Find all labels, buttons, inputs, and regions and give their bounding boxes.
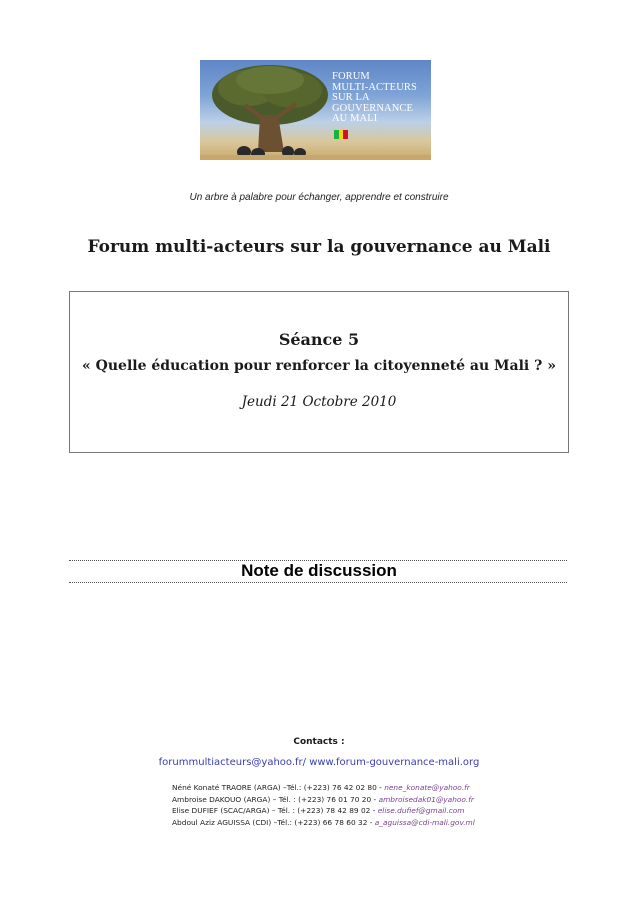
contact-email[interactable]: ambroisedak01@yahoo.fr (378, 794, 474, 804)
note-title: Note de discussion (241, 561, 397, 580)
page-title: Forum multi-acteurs sur la gouvernance au Mali (87, 237, 551, 257)
contact-item: Elise DUFIEF (SCAC/ARGA) – Tél. : (+223) 78 42 89 02 - elise.dufief@gmail.com (172, 806, 465, 815)
contacts-links[interactable]: forummultiacteurs@yahoo.fr/ www.forum-gouvernance-mali.org (158, 757, 480, 768)
contact-email[interactable]: nene_konate@yahoo.fr (384, 783, 470, 792)
contact-item: Abdoul Aziz AGUISSA (CDI) –Tél.: (+223) 66 78 60 32 - a_aguissa@cdi-mali.gov.ml (172, 817, 475, 827)
contact-item: Ambroise DAKOUO (ARGA) – Tél. : (+223) 76 01 70 20 - ambroisedak01@yahoo.fr (172, 794, 474, 804)
divider-bottom (69, 582, 567, 583)
mali-flag-icon (334, 130, 348, 139)
contact-list (172, 782, 492, 828)
tagline: Un arbre à palabre pour échanger, apprendre et construire (189, 192, 449, 203)
forum-logo (200, 60, 431, 160)
session-question: « Quelle éducation pour renforcer la citoyenneté au Mali ? » (82, 358, 556, 374)
session-number: Séance 5 (278, 330, 360, 349)
contact-item: Néné Konaté TRAORE (ARGA) –Tél.: (+223) 76 42 02 80 - nene_konate@yahoo.fr (172, 783, 470, 792)
logo-title: FORUM MULTI-ACTEURS SUR LA GOUVERNANCE AU MALI (332, 71, 417, 124)
flag-stripe-red (343, 130, 348, 139)
contacts-label: Contacts : (293, 737, 345, 747)
session-date: Jeudi 21 Octobre 2010 (241, 394, 397, 410)
contact-email[interactable]: elise.dufief@gmail.com (377, 806, 465, 815)
contact-email[interactable]: a_aguissa@cdi-mali.gov.ml (374, 817, 475, 827)
